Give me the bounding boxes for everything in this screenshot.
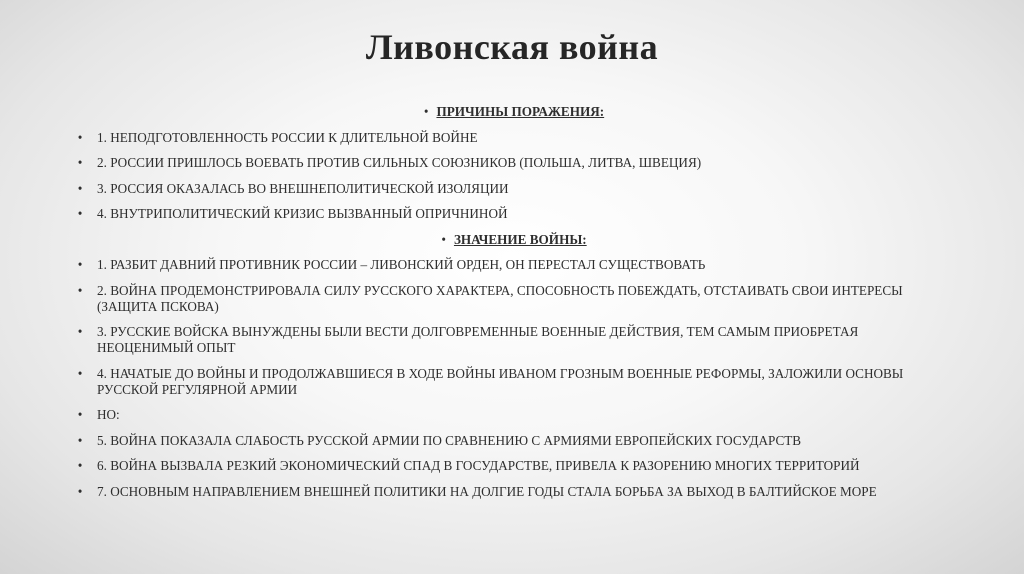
bullet: • <box>77 206 83 221</box>
list-item-text: 7. ОСНОВНЫМ НАПРАВЛЕНИЕМ ВНЕШНЕЙ ПОЛИТИКИ НА ДОЛГИЕ ГОДЫ СТАЛА БОРЬБА ЗА ВЫХОД В БАЛТИЙСКОЕ МОРЕ <box>97 483 877 499</box>
bullet: • <box>77 483 83 499</box>
list-item-text: 2. ВОЙНА ПРОДЕМОНСТРИРОВАЛА СИЛУ РУССКОГО ХАРАКТЕРА, СПОСОБНОСТЬ ПОБЕЖДАТЬ, ОТСТАИВАТЬ СВОИ ИНТЕРЕСЫ (ЗАЩИТА ПСКОВА) <box>97 282 903 314</box>
list-item <box>74 181 954 197</box>
list-item <box>74 130 954 146</box>
section-heading-significance <box>74 232 954 248</box>
section-heading-causes <box>74 104 954 120</box>
list-item-text: 2. РОССИИ ПРИШЛОСЬ ВОЕВАТЬ ПРОТИВ СИЛЬНЫХ СОЮЗНИКОВ (ПОЛЬША, ЛИТВА, ШВЕЦИЯ) <box>97 155 702 170</box>
list-item-text: 4. НАЧАТЫЕ ДО ВОЙНЫ И ПРОДОЛЖАВШИЕСЯ В ХОДЕ ВОЙНЫ ИВАНОМ ГРОЗНЫМ ВОЕННЫЕ РЕФОРМЫ, ЗАЛОЖИЛИ ОСНОВЫ РУССКОЙ РЕГУЛЯРНОЙ АРМИИ <box>97 365 904 397</box>
list-item <box>74 407 954 423</box>
bullet: • <box>77 324 83 339</box>
list-item-text: 6. ВОЙНА ВЫЗВАЛА РЕЗКИЙ ЭКОНОМИЧЕСКИЙ СПАД В ГОСУДАРСТВЕ, ПРИВЕЛА К РАЗОРЕНИЮ МНОГИХ ТЕРРИТОРИЙ <box>97 458 860 473</box>
bullet: • <box>423 104 429 119</box>
slide-content <box>74 104 954 509</box>
heading-text: ЗНАЧЕНИЕ ВОЙНЫ: <box>453 231 587 247</box>
list-item <box>74 206 954 222</box>
list-item-text: 4. ВНУТРИПОЛИТИЧЕСКИЙ КРИЗИС ВЫЗВАННЫЙ ОПРИЧНИНОЙ <box>97 206 508 221</box>
bullet: • <box>77 257 83 272</box>
list-item-text: НО: <box>97 407 120 422</box>
list-item <box>74 366 954 398</box>
list-item-text: 3. РОССИЯ ОКАЗАЛАСЬ ВО ВНЕШНЕПОЛИТИЧЕСКОЙ ИЗОЛЯЦИИ <box>97 180 509 196</box>
bullet: • <box>77 458 83 473</box>
list-item <box>74 257 954 273</box>
bullet: • <box>77 129 83 145</box>
list-item <box>74 155 954 171</box>
list-item <box>74 283 954 315</box>
bullet: • <box>77 432 83 448</box>
bullet: • <box>77 365 83 381</box>
bullet: • <box>441 231 446 247</box>
list-item-text: 1. НЕПОДГОТОВЛЕННОСТЬ РОССИИ К ДЛИТЕЛЬНОЙ ВОЙНЕ <box>97 129 478 145</box>
list-item-text: 5. ВОЙНА ПОКАЗАЛА СЛАБОСТЬ РУССКОЙ АРМИИ ПО СРАВНЕНИЮ С АРМИЯМИ ЕВРОПЕЙСКИХ ГОСУДАРСТВ <box>97 432 802 448</box>
bullet: • <box>77 282 83 298</box>
heading-text: ПРИЧИНЫ ПОРАЖЕНИЯ: <box>436 104 605 119</box>
list-item <box>74 484 954 500</box>
list-item-text: 1. РАЗБИТ ДАВНИЙ ПРОТИВНИК РОССИИ – ЛИВОНСКИЙ ОРДЕН, ОН ПЕРЕСТАЛ СУЩЕСТВОВАТЬ <box>97 257 706 272</box>
bullet: • <box>77 155 83 170</box>
list-item <box>74 458 954 474</box>
list-item <box>74 324 954 356</box>
list-item-text: 3. РУССКИЕ ВОЙСКА ВЫНУЖДЕНЫ БЫЛИ ВЕСТИ ДОЛГОВРЕМЕННЫЕ ВОЕННЫЕ ДЕЙСТВИЯ, ТЕМ САМЫМ ПРИОБРЕТАЯ НЕОЦЕНИМЫЙ ОПЫТ <box>97 324 859 355</box>
list-item <box>74 433 954 449</box>
slide-title: Ливонская война <box>365 27 659 67</box>
bullet: • <box>77 180 83 196</box>
bullet: • <box>77 407 83 422</box>
